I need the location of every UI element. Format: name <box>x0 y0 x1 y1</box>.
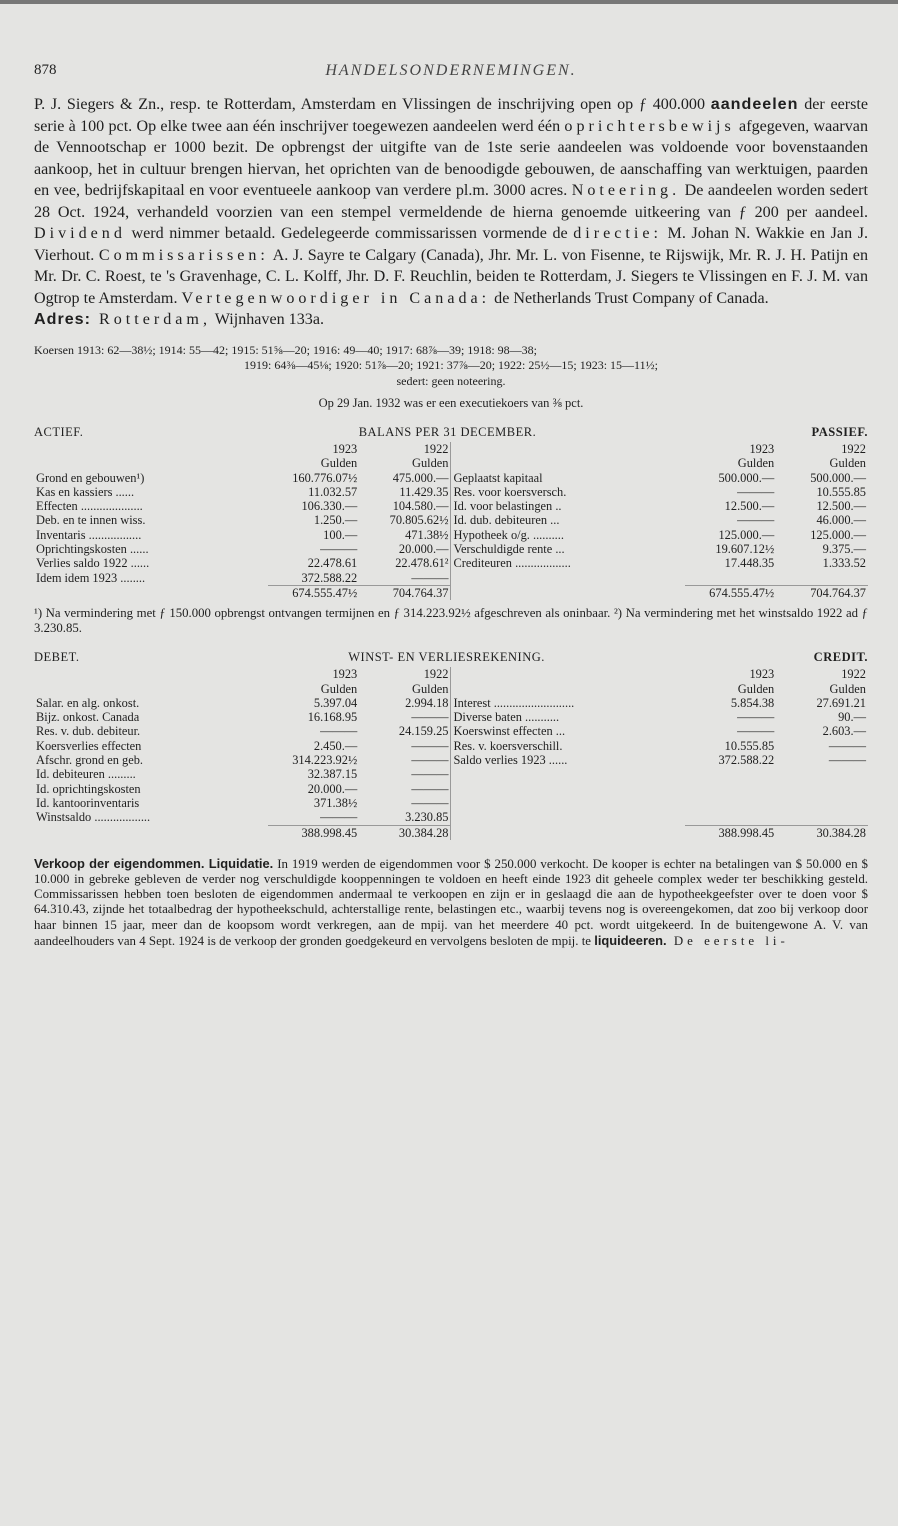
amount-cell: 24.159.25 <box>398 724 449 739</box>
balans-title <box>34 425 868 440</box>
row-label: Id. debiteuren ......... <box>36 767 136 782</box>
row-label: Verlies saldo 1922 ...... <box>36 556 150 571</box>
row-label <box>451 810 685 825</box>
amount-cell: 2.994.18 <box>405 695 449 710</box>
text-run: afgegeven, waarvan de Vennootschap er 1000 bezit. De opbrengst der uitgifte van de 1ste serie aandeelen was voldoende voor bovenstaanden aankoop, het in cultuur brengen hiervan, het oprichten van de benoodigde gebouwen, de aanschaffing van werktuigen, paarden en vee, bedrijfskapitaal en voor eventueele aankoop van verdere pl.m. 3000 acres. <box>34 117 868 199</box>
year-cell: 1923 <box>749 667 775 682</box>
adres-label: Adres: <box>34 310 91 328</box>
unit-cell: Gulden <box>737 456 775 471</box>
table-row <box>34 724 868 738</box>
row-label: Koersverlies effecten <box>36 738 142 753</box>
winst-table <box>34 667 868 840</box>
table-row <box>34 513 868 527</box>
total-cell: 704.764.37 <box>776 585 868 600</box>
row-label: Hypotheek o/g. .......... <box>451 528 685 542</box>
unit-cell: Gulden <box>320 456 358 471</box>
unit-row <box>34 682 868 696</box>
credit-label: CREDIT. <box>813 650 868 665</box>
row-label: Salar. en alg. onkost. <box>36 695 140 710</box>
amount-cell: ——— <box>737 710 775 725</box>
amount-cell: ——— <box>411 795 449 810</box>
amount-cell: ——— <box>411 738 449 753</box>
total-row <box>34 825 868 840</box>
amount-cell: 12.500.— <box>816 499 866 514</box>
text-run: A. J. Sayre te Calgary (Canada), Jhr. Mr. L. von Fisenne, te Rijswijk, Mr. R. J. H. Patijn en Mr. Dr. C. Roest, te 's Gravenhage, C. L. Kolff, Jhr. D. F. Reuchlin, beiden te Rotterdam, J. Siegers te Vlissingen en F. J. M. van Ogtrop te Amsterdam. <box>34 246 868 307</box>
text-run: P. J. Siegers & Zn., resp. te Rotterdam, Amsterdam en Vlissingen de inschrijving open op ƒ 400.000 <box>34 96 711 113</box>
row-label: Saldo verlies 1923 ...... <box>451 753 685 767</box>
row-label: Id. voor belastingen .. <box>451 499 685 513</box>
total-cell: 674.555.47½ <box>685 585 777 600</box>
lead-liquidatie: Liquidatie. <box>204 855 274 871</box>
balans-heading: BALANS PER 31 DECEMBER. <box>358 425 537 439</box>
amount-cell: 1.250.— <box>313 513 358 528</box>
koersen-line: sedert: geen noteering. <box>396 373 506 388</box>
page-number: 878 <box>34 62 57 78</box>
amount-cell: 17.448.35 <box>724 556 775 571</box>
table-row <box>34 710 868 724</box>
amount-cell: 3.230.85 <box>405 810 449 825</box>
debet-label: DEBET. <box>34 650 80 665</box>
row-label: Diverse baten ........... <box>451 710 685 724</box>
amount-cell: 10.555.85 <box>816 484 866 499</box>
total-row <box>34 585 868 600</box>
row-label: Bijz. onkost. Canada <box>36 710 140 725</box>
table-row <box>34 739 868 753</box>
amount-cell <box>776 571 868 586</box>
amount-cell: 20.000.— <box>307 781 358 796</box>
amount-cell: ——— <box>320 810 358 825</box>
amount-cell: 32.387.15 <box>307 767 358 782</box>
amount-cell: 106.330.— <box>301 499 358 514</box>
amount-cell: 500.000.— <box>718 470 775 485</box>
amount-cell: 5.854.38 <box>730 695 775 710</box>
row-label: Crediteuren .................. <box>451 556 685 570</box>
table-row <box>34 782 868 796</box>
amount-cell: 125.000.— <box>810 527 866 542</box>
amount-cell: 5.397.04 <box>313 695 358 710</box>
year-cell: 1922 <box>841 442 866 456</box>
unit-cell: Gulden <box>737 681 775 696</box>
koersen-line: Koersen 1913: 62—38½; 1914: 55—42; 1915: 51⅝—20; 1916: 49—40; 1917: 68⅞—39; 1918: 98—38; <box>34 342 537 357</box>
amount-cell: 372.588.22 <box>718 753 775 768</box>
table-row <box>34 753 868 767</box>
execution-note: Op 29 Jan. 1932 was er een executiekoers van ⅜ pct. <box>318 396 584 410</box>
table-row <box>34 796 868 810</box>
year-row <box>34 667 868 681</box>
row-label: Afschr. grond en geb. <box>36 753 144 768</box>
amount-cell: 12.500.— <box>724 499 775 514</box>
amount-cell: ——— <box>828 753 866 768</box>
row-label: Inventaris ................. <box>36 527 142 542</box>
amount-cell <box>776 796 868 810</box>
amount-cell: ——— <box>411 570 449 585</box>
emphasis-aandeelen: aandeelen <box>710 95 799 113</box>
unit-row <box>34 456 868 470</box>
passief-label: PASSIEF. <box>811 425 868 439</box>
company-description <box>34 94 868 331</box>
amount-cell <box>685 796 777 810</box>
liquidation-paragraph <box>34 856 868 949</box>
amount-cell: 46.000.— <box>816 513 866 528</box>
table-row <box>34 485 868 499</box>
amount-cell: 314.223.92½ <box>292 753 358 768</box>
total-cell: 674.555.47½ <box>268 585 360 600</box>
winst-title <box>34 650 868 665</box>
amount-cell: 27.691.21 <box>816 695 866 710</box>
amount-cell <box>776 767 868 781</box>
text-run: der eerste serie à 100 pct. Op elke twee aan één inschrijver toegewezen aandeelen werd één <box>34 96 868 135</box>
table-row <box>34 556 868 570</box>
amount-cell: 2.450.— <box>313 738 358 753</box>
table-row <box>34 542 868 556</box>
year-cell: 1922 <box>423 667 449 682</box>
year-cell: 1922 <box>841 667 866 682</box>
unit-cell: Gulden <box>412 681 449 696</box>
table-row <box>34 696 868 710</box>
amount-cell <box>685 571 777 586</box>
row-label <box>451 782 685 796</box>
amount-cell: ——— <box>737 484 775 499</box>
amount-cell: ——— <box>320 724 358 739</box>
row-label: Res. voor koersversch. <box>451 485 685 499</box>
table-row <box>34 810 868 825</box>
lead-verkoop: Verkoop der eigendommen. <box>34 855 205 871</box>
amount-cell <box>776 782 868 796</box>
total-cell: 30.384.28 <box>776 825 868 840</box>
amount-cell: 22.478.61 <box>307 556 358 571</box>
amount-cell: 1.333.52 <box>822 556 866 571</box>
row-label: Grond en gebouwen¹) <box>36 470 145 485</box>
amount-cell: 11.032.57 <box>308 484 358 499</box>
amount-cell: 500.000.— <box>810 470 866 485</box>
amount-cell: 9.375.— <box>822 542 866 557</box>
emphasis-dividend: Dividend <box>34 225 126 242</box>
table-row <box>34 767 868 781</box>
text-run: M. Johan N. Wakkie en Jan J. Vierhout. <box>34 225 868 264</box>
text-run: In 1919 werden de eigendommen voor $ 250.000 verkocht. De kooper is echter na betalingen van $ 50.000 en $ 10.000 in gebreke gebleven de verder nog verschuldigde kooppenningen te voldoen en heeft einde 1923 dit geheele complex weder ter beschikking gesteld. Commissarissen hebben toen besloten de eigendommen andermaal te verkoopen en zijn er in geslaagd die aan de hypotheekgeefster over te doen voor $ 64.310.43, zijnde het totaalbedrag der hypotheekschuld, achterstallige rente, belastingen etc., waarbij tevens nog is overeengekomen, dat zoo bij verkoop door haar binnen 15 jaar, meer dan de koopsom wordt verkregen, aan de mpij. van het meerdere 40 pct. wordt uitgekeerd. In de buitengewone A. V. van aandeelhouders van 4 Sept. 1924 is de verkoop der gronden goedgekeurd en vervolgens besloten de mpij. te <box>34 856 868 948</box>
amount-cell: ——— <box>411 710 449 725</box>
balans-table <box>34 442 868 600</box>
row-label: Res. v. dub. debiteur. <box>36 724 141 739</box>
amount-cell: 19.607.12½ <box>715 542 775 557</box>
amount-cell: ——— <box>828 738 866 753</box>
amount-cell <box>776 810 868 825</box>
row-label: Oprichtingskosten ...... <box>36 542 149 557</box>
amount-cell <box>685 782 777 796</box>
row-label: Id. oprichtingskosten <box>36 781 141 796</box>
row-label: Geplaatst kapitaal <box>451 471 685 485</box>
page-header <box>34 62 868 94</box>
amount-cell: 100.— <box>323 527 358 542</box>
amount-cell: 125.000.— <box>718 527 775 542</box>
amount-cell <box>685 810 777 825</box>
unit-cell: Gulden <box>829 681 866 696</box>
total-cell: 704.764.37 <box>359 585 451 600</box>
amount-cell: 372.588.22 <box>301 570 358 585</box>
amount-cell: 104.580.— <box>392 499 449 514</box>
amount-cell <box>685 767 777 781</box>
table-row <box>34 471 868 485</box>
row-label: Interest .......................... <box>451 696 685 710</box>
koersen-line: 1919: 64⅜—45⅛; 1920: 51⅞—20; 1921: 37⅞—20; 1922: 25½—15; 1923: 15—11½; <box>244 358 658 372</box>
row-label: Id. dub. debiteuren ... <box>451 513 685 527</box>
unit-cell: Gulden <box>829 456 866 471</box>
amount-cell: 22.478.61² <box>395 556 449 571</box>
text-run: werd nimmer betaald. Gedelegeerde commissarissen vormende de <box>125 225 574 242</box>
text-run: De eerste li- <box>666 933 789 948</box>
emphasis-vertegenwoordiger: Vertegenwoordiger in Canada: <box>181 289 491 307</box>
row-label: Effecten .................... <box>36 499 143 514</box>
year-row <box>34 442 868 456</box>
koersen <box>34 343 868 390</box>
amount-cell: ——— <box>411 781 449 796</box>
unit-cell: Gulden <box>320 681 358 696</box>
row-label <box>451 571 685 586</box>
amount-cell: 90.— <box>838 710 866 725</box>
amount-cell: 475.000.— <box>392 470 449 485</box>
row-label: Idem idem 1923 ........ <box>36 570 146 585</box>
amount-cell: 160.776.07½ <box>292 470 358 485</box>
amount-cell: 11.429.35 <box>399 484 449 499</box>
emphasis-liquideeren: liquideeren. <box>594 932 667 948</box>
actief-label: ACTIEF. <box>34 425 84 439</box>
amount-cell: ——— <box>737 724 775 739</box>
year-cell: 1923 <box>332 667 358 682</box>
amount-cell: ——— <box>411 767 449 782</box>
year-cell: 1922 <box>423 442 449 456</box>
adres-city: Rotterdam, <box>90 311 211 328</box>
amount-cell: 70.805.62½ <box>389 513 449 528</box>
amount-cell: 2.603.— <box>822 724 866 739</box>
table-row <box>34 528 868 542</box>
total-cell: 388.998.45 <box>685 825 777 840</box>
total-cell: 388.998.45 <box>268 825 360 840</box>
row-label: Res. v. koersverschill. <box>451 739 685 753</box>
table-row <box>34 499 868 513</box>
amount-cell: 371.38½ <box>313 795 358 810</box>
row-label: Koerswinst effecten ... <box>451 724 685 738</box>
amount-cell: ——— <box>320 542 358 557</box>
row-label: Id. kantoorinventaris <box>36 795 140 810</box>
total-cell: 30.384.28 <box>359 825 451 840</box>
text-run: De aandeelen worden sedert 28 Oct. 1924, verhandeld voorzien van een stempel vermeldende de hierna genoemde uitkeering van ƒ 200 per aandeel. <box>34 182 868 221</box>
row-label <box>451 767 685 781</box>
running-title: HANDELSONDERNEMINGEN. <box>325 62 577 79</box>
emphasis-oprichtersbewijs: oprichtersbewijs <box>564 117 735 135</box>
table-row <box>34 571 868 586</box>
row-label: Deb. en te innen wiss. <box>36 513 146 528</box>
amount-cell: 20.000.— <box>398 542 449 557</box>
amount-cell: 10.555.85 <box>724 738 775 753</box>
amount-cell: 471.38½ <box>405 527 449 542</box>
adres-street: Wijnhaven 133a. <box>210 311 324 328</box>
balans-footnote: ¹) Na vermindering met ƒ 150.000 opbrengst ontvangen termijnen en ƒ 314.223.92½ afgeschreven als oninbaar. ²) Na vermindering met het winstsaldo 1922 ad ƒ 3.230.85. <box>34 606 868 636</box>
row-label: Verschuldigde rente ... <box>451 542 685 556</box>
emphasis-directie: directie: <box>573 225 662 242</box>
emphasis-commissarissen: Commissarissen: <box>98 246 269 264</box>
amount-cell: 16.168.95 <box>307 710 358 725</box>
year-cell: 1923 <box>332 442 358 456</box>
text-run: de Netherlands Trust Company of Canada. <box>490 289 769 307</box>
unit-cell: Gulden <box>412 456 449 471</box>
row-label <box>451 796 685 810</box>
row-label: Kas en kassiers ...... <box>36 484 135 499</box>
emphasis-noteering: Noteering. <box>571 182 681 199</box>
row-label: Winstsaldo .................. <box>36 810 151 825</box>
amount-cell: ——— <box>737 513 775 528</box>
amount-cell: ——— <box>411 753 449 768</box>
winst-heading: WINST- EN VERLIESREKENING. <box>348 650 545 665</box>
year-cell: 1923 <box>749 442 775 456</box>
